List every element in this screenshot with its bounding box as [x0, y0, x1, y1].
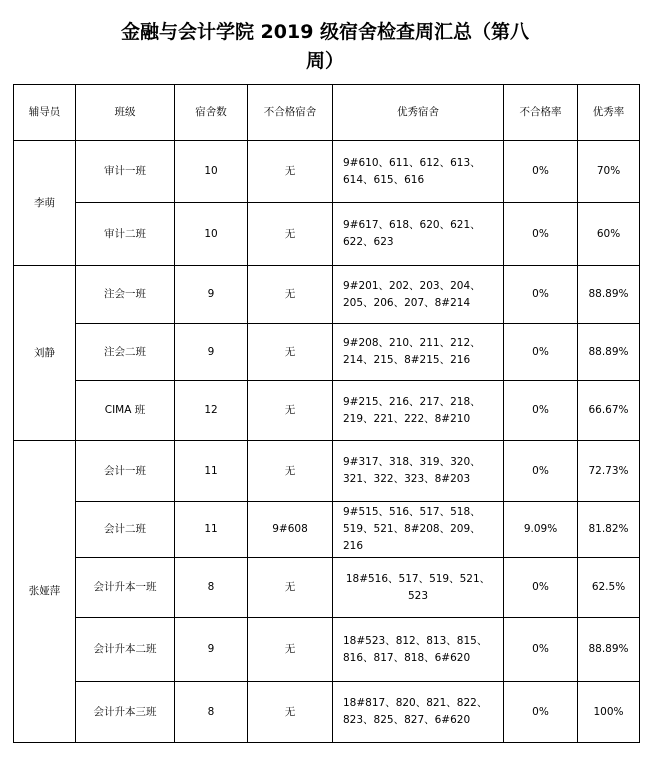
unqualified-cell: 无	[248, 203, 333, 266]
unqualified-cell: 无	[248, 682, 333, 743]
unqualified-rate-cell: 0%	[504, 381, 578, 441]
class-cell: CIMA 班	[76, 381, 175, 441]
table-row	[14, 558, 640, 618]
title-line-1: 金融与会计学院 2019 级宿舍检查周汇总（第八	[120, 21, 530, 43]
header-row	[14, 85, 640, 141]
excellent-rate-cell: 88.89%	[578, 266, 640, 324]
excellent-rate-cell: 62.5%	[578, 558, 640, 618]
dorm-count-cell: 9	[175, 618, 248, 682]
table-row	[14, 502, 640, 558]
dorm-count-cell: 12	[175, 381, 248, 441]
header-unqualified-dorms: 不合格宿舍	[248, 85, 333, 141]
excellent-cell: 9#610、611、612、613、614、615、616	[333, 141, 504, 203]
excellent-rate-cell: 88.89%	[578, 618, 640, 682]
unqualified-cell: 无	[248, 266, 333, 324]
header-excellent-rate: 优秀率	[578, 85, 640, 141]
dorm-count-cell: 11	[175, 441, 248, 502]
unqualified-rate-cell: 0%	[504, 618, 578, 682]
excellent-cell: 18#516、517、519、521、523	[333, 558, 504, 618]
excellent-cell: 9#617、618、620、621、622、623	[333, 203, 504, 266]
excellent-cell: 18#523、812、813、815、816、817、818、6#620	[333, 618, 504, 682]
unqualified-cell: 无	[248, 324, 333, 381]
dorm-count-cell: 9	[175, 324, 248, 381]
excellent-cell: 9#208、210、211、212、214、215、8#215、216	[333, 324, 504, 381]
unqualified-cell: 无	[248, 141, 333, 203]
header-counselor: 辅导员	[14, 85, 76, 141]
excellent-rate-cell: 60%	[578, 203, 640, 266]
excellent-rate-cell: 72.73%	[578, 441, 640, 502]
dorm-count-cell: 11	[175, 502, 248, 558]
excellent-rate-cell: 81.82%	[578, 502, 640, 558]
excellent-cell: 9#215、216、217、218、219、221、222、8#210	[333, 381, 504, 441]
unqualified-cell: 无	[248, 381, 333, 441]
excellent-cell: 9#201、202、203、204、205、206、207、8#214	[333, 266, 504, 324]
header-unqualified-rate: 不合格率	[504, 85, 578, 141]
table-row	[14, 141, 640, 203]
title-line-2: 周）	[305, 50, 344, 72]
unqualified-rate-cell: 0%	[504, 324, 578, 381]
class-cell: 会计一班	[76, 441, 175, 502]
dorm-count-cell: 10	[175, 141, 248, 203]
table-row	[14, 618, 640, 682]
dorm-count-cell: 10	[175, 203, 248, 266]
header-class: 班级	[76, 85, 175, 141]
unqualified-cell: 无	[248, 441, 333, 502]
table-row	[14, 682, 640, 743]
class-cell: 审计二班	[76, 203, 175, 266]
dorm-count-cell: 8	[175, 682, 248, 743]
dorm-count-cell: 9	[175, 266, 248, 324]
dorm-summary-table	[13, 84, 640, 743]
unqualified-cell: 无	[248, 558, 333, 618]
class-cell: 会计升本三班	[76, 682, 175, 743]
excellent-rate-cell: 66.67%	[578, 381, 640, 441]
counselor-cell: 李萌	[14, 141, 76, 266]
table-row	[14, 266, 640, 324]
unqualified-rate-cell: 0%	[504, 266, 578, 324]
unqualified-rate-cell: 0%	[504, 682, 578, 743]
unqualified-rate-cell: 0%	[504, 441, 578, 502]
unqualified-rate-cell: 0%	[504, 558, 578, 618]
excellent-cell: 9#515、516、517、518、519、521、8#208、209、216	[333, 502, 504, 558]
table-row	[14, 381, 640, 441]
table-row	[14, 441, 640, 502]
table-row	[14, 324, 640, 381]
header-dorm-count: 宿舍数	[175, 85, 248, 141]
unqualified-rate-cell: 0%	[504, 203, 578, 266]
class-cell: 会计二班	[76, 502, 175, 558]
unqualified-rate-cell: 0%	[504, 141, 578, 203]
counselor-cell: 刘静	[14, 266, 76, 441]
dorm-count-cell: 8	[175, 558, 248, 618]
class-cell: 会计升本一班	[76, 558, 175, 618]
class-cell: 审计一班	[76, 141, 175, 203]
class-cell: 会计升本二班	[76, 618, 175, 682]
unqualified-cell: 9#608	[248, 502, 333, 558]
unqualified-rate-cell: 9.09%	[504, 502, 578, 558]
excellent-rate-cell: 100%	[578, 682, 640, 743]
counselor-cell: 张娅萍	[14, 441, 76, 743]
unqualified-cell: 无	[248, 618, 333, 682]
excellent-cell: 9#317、318、319、320、321、322、323、8#203	[333, 441, 504, 502]
excellent-rate-cell: 88.89%	[578, 324, 640, 381]
excellent-cell: 18#817、820、821、822、823、825、827、6#620	[333, 682, 504, 743]
table-row	[14, 203, 640, 266]
excellent-rate-cell: 70%	[578, 141, 640, 203]
class-cell: 注会二班	[76, 324, 175, 381]
page-title	[0, 18, 650, 76]
class-cell: 注会一班	[76, 266, 175, 324]
header-excellent-dorms: 优秀宿舍	[333, 85, 504, 141]
